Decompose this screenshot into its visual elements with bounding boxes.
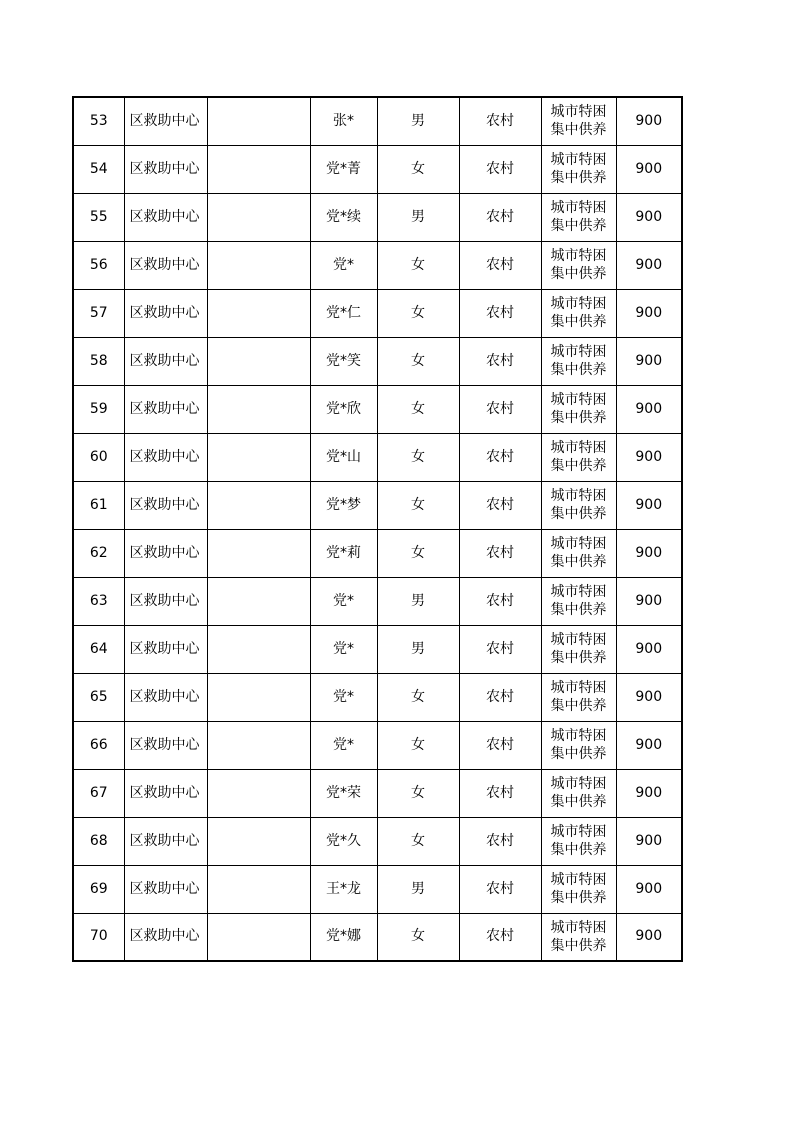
agency-cell: 区救助中心	[124, 673, 207, 721]
gender-cell: 女	[377, 817, 459, 865]
agency-cell: 区救助中心	[124, 625, 207, 673]
blank-cell	[207, 289, 310, 337]
recipient-name-cell: 党*久	[310, 817, 377, 865]
table-row	[73, 385, 682, 433]
support-category-line: 集中供养	[550, 410, 607, 426]
residence-type-cell: 农村	[459, 433, 541, 481]
agency-cell: 区救助中心	[124, 145, 207, 193]
gender-cell: 女	[377, 721, 459, 769]
blank-cell	[207, 481, 310, 529]
table-row	[73, 337, 682, 385]
support-category-line: 集中供养	[550, 218, 607, 234]
recipient-name-cell: 党*山	[310, 433, 377, 481]
amount-cell: 900	[616, 289, 682, 337]
support-category-line: 城市特困	[550, 776, 607, 792]
table-row	[73, 625, 682, 673]
agency-cell: 区救助中心	[124, 97, 207, 145]
support-category-line: 城市特困	[550, 296, 607, 312]
support-category-cell	[541, 865, 616, 913]
table-row	[73, 529, 682, 577]
gender-cell: 女	[377, 145, 459, 193]
residence-type-cell: 农村	[459, 337, 541, 385]
support-category-line: 城市特困	[550, 344, 607, 360]
amount-cell: 900	[616, 721, 682, 769]
support-category-line: 集中供养	[550, 842, 607, 858]
serial-number-cell: 57	[73, 289, 124, 337]
gender-cell: 女	[377, 385, 459, 433]
support-category-cell	[541, 385, 616, 433]
serial-number-cell: 66	[73, 721, 124, 769]
blank-cell	[207, 433, 310, 481]
residence-type-cell: 农村	[459, 625, 541, 673]
blank-cell	[207, 145, 310, 193]
amount-cell: 900	[616, 769, 682, 817]
support-category-cell	[541, 529, 616, 577]
support-category-cell	[541, 721, 616, 769]
relief-roster-table	[72, 96, 683, 962]
serial-number-cell: 62	[73, 529, 124, 577]
blank-cell	[207, 769, 310, 817]
agency-cell: 区救助中心	[124, 193, 207, 241]
table-row	[73, 97, 682, 145]
amount-cell: 900	[616, 529, 682, 577]
recipient-name-cell: 党*	[310, 721, 377, 769]
serial-number-cell: 67	[73, 769, 124, 817]
table-row	[73, 433, 682, 481]
support-category-line: 城市特困	[550, 248, 607, 264]
table-row	[73, 481, 682, 529]
blank-cell	[207, 577, 310, 625]
agency-cell: 区救助中心	[124, 529, 207, 577]
residence-type-cell: 农村	[459, 241, 541, 289]
support-category-line: 集中供养	[550, 266, 607, 282]
agency-cell: 区救助中心	[124, 433, 207, 481]
table-row	[73, 769, 682, 817]
gender-cell: 女	[377, 433, 459, 481]
support-category-cell	[541, 577, 616, 625]
amount-cell: 900	[616, 625, 682, 673]
amount-cell: 900	[616, 97, 682, 145]
blank-cell	[207, 721, 310, 769]
table-row	[73, 577, 682, 625]
gender-cell: 女	[377, 289, 459, 337]
gender-cell: 男	[377, 625, 459, 673]
agency-cell: 区救助中心	[124, 769, 207, 817]
support-category-cell	[541, 817, 616, 865]
recipient-name-cell: 党*荣	[310, 769, 377, 817]
support-category-line: 集中供养	[550, 362, 607, 378]
support-category-cell	[541, 769, 616, 817]
recipient-name-cell: 党*欣	[310, 385, 377, 433]
table-row	[73, 145, 682, 193]
recipient-name-cell: 党*	[310, 577, 377, 625]
serial-number-cell: 65	[73, 673, 124, 721]
agency-cell: 区救助中心	[124, 913, 207, 961]
support-category-line: 城市特困	[550, 488, 607, 504]
residence-type-cell: 农村	[459, 97, 541, 145]
support-category-line: 集中供养	[550, 602, 607, 618]
residence-type-cell: 农村	[459, 145, 541, 193]
blank-cell	[207, 865, 310, 913]
table-row	[73, 865, 682, 913]
residence-type-cell: 农村	[459, 817, 541, 865]
amount-cell: 900	[616, 913, 682, 961]
table-row	[73, 817, 682, 865]
agency-cell: 区救助中心	[124, 577, 207, 625]
serial-number-cell: 56	[73, 241, 124, 289]
table-row	[73, 193, 682, 241]
residence-type-cell: 农村	[459, 289, 541, 337]
amount-cell: 900	[616, 193, 682, 241]
residence-type-cell: 农村	[459, 865, 541, 913]
residence-type-cell: 农村	[459, 673, 541, 721]
residence-type-cell: 农村	[459, 577, 541, 625]
support-category-line: 集中供养	[550, 122, 607, 139]
table-row	[73, 673, 682, 721]
support-category-cell	[541, 337, 616, 385]
amount-cell: 900	[616, 865, 682, 913]
recipient-name-cell: 党*莉	[310, 529, 377, 577]
support-category-line: 城市特困	[550, 728, 607, 744]
gender-cell: 男	[377, 577, 459, 625]
support-category-line: 城市特困	[550, 536, 607, 552]
gender-cell: 女	[377, 769, 459, 817]
support-category-line: 城市特困	[550, 632, 607, 648]
gender-cell: 女	[377, 481, 459, 529]
support-category-line: 城市特困	[550, 680, 607, 696]
support-category-line: 集中供养	[550, 314, 607, 330]
support-category-line: 集中供养	[550, 746, 607, 762]
support-category-cell	[541, 193, 616, 241]
residence-type-cell: 农村	[459, 529, 541, 577]
residence-type-cell: 农村	[459, 913, 541, 961]
serial-number-cell: 69	[73, 865, 124, 913]
serial-number-cell: 60	[73, 433, 124, 481]
serial-number-cell: 58	[73, 337, 124, 385]
gender-cell: 女	[377, 529, 459, 577]
recipient-name-cell: 党*	[310, 241, 377, 289]
support-category-line: 城市特困	[550, 824, 607, 840]
support-category-line: 集中供养	[550, 170, 607, 186]
blank-cell	[207, 337, 310, 385]
support-category-line: 城市特困	[550, 919, 607, 936]
serial-number-cell: 59	[73, 385, 124, 433]
amount-cell: 900	[616, 337, 682, 385]
support-category-cell	[541, 97, 616, 145]
recipient-name-cell: 党*续	[310, 193, 377, 241]
support-category-cell	[541, 145, 616, 193]
table-row	[73, 289, 682, 337]
blank-cell	[207, 193, 310, 241]
table-row	[73, 241, 682, 289]
residence-type-cell: 农村	[459, 769, 541, 817]
agency-cell: 区救助中心	[124, 721, 207, 769]
support-category-cell	[541, 625, 616, 673]
support-category-cell	[541, 481, 616, 529]
table-row	[73, 721, 682, 769]
residence-type-cell: 农村	[459, 385, 541, 433]
support-category-line: 集中供养	[550, 554, 607, 570]
support-category-cell	[541, 241, 616, 289]
agency-cell: 区救助中心	[124, 337, 207, 385]
blank-cell	[207, 241, 310, 289]
support-category-line: 城市特困	[550, 200, 607, 216]
amount-cell: 900	[616, 433, 682, 481]
recipient-name-cell: 党*菁	[310, 145, 377, 193]
support-category-line: 城市特困	[550, 872, 607, 888]
gender-cell: 女	[377, 241, 459, 289]
residence-type-cell: 农村	[459, 481, 541, 529]
recipient-name-cell: 党*	[310, 625, 377, 673]
agency-cell: 区救助中心	[124, 289, 207, 337]
serial-number-cell: 70	[73, 913, 124, 961]
agency-cell: 区救助中心	[124, 481, 207, 529]
support-category-line: 城市特困	[550, 104, 607, 121]
support-category-cell	[541, 913, 616, 961]
recipient-name-cell: 党*梦	[310, 481, 377, 529]
blank-cell	[207, 913, 310, 961]
serial-number-cell: 54	[73, 145, 124, 193]
amount-cell: 900	[616, 481, 682, 529]
blank-cell	[207, 385, 310, 433]
agency-cell: 区救助中心	[124, 817, 207, 865]
support-category-line: 集中供养	[550, 698, 607, 714]
support-category-line: 集中供养	[550, 650, 607, 666]
gender-cell: 男	[377, 193, 459, 241]
amount-cell: 900	[616, 673, 682, 721]
recipient-name-cell: 党*娜	[310, 913, 377, 961]
agency-cell: 区救助中心	[124, 241, 207, 289]
recipient-name-cell: 王*龙	[310, 865, 377, 913]
serial-number-cell: 61	[73, 481, 124, 529]
blank-cell	[207, 529, 310, 577]
roster-body	[73, 97, 682, 961]
support-category-line: 集中供养	[550, 458, 607, 474]
recipient-name-cell: 党*笑	[310, 337, 377, 385]
support-category-line: 城市特困	[550, 584, 607, 600]
serial-number-cell: 63	[73, 577, 124, 625]
recipient-name-cell: 党*仁	[310, 289, 377, 337]
gender-cell: 男	[377, 97, 459, 145]
recipient-name-cell: 张*	[310, 97, 377, 145]
blank-cell	[207, 625, 310, 673]
serial-number-cell: 53	[73, 97, 124, 145]
residence-type-cell: 农村	[459, 193, 541, 241]
amount-cell: 900	[616, 577, 682, 625]
support-category-line: 集中供养	[550, 937, 607, 954]
support-category-line: 集中供养	[550, 794, 607, 810]
support-category-line: 城市特困	[550, 152, 607, 168]
amount-cell: 900	[616, 241, 682, 289]
support-category-line: 集中供养	[550, 506, 607, 522]
serial-number-cell: 64	[73, 625, 124, 673]
support-category-cell	[541, 673, 616, 721]
support-category-line: 城市特困	[550, 392, 607, 408]
amount-cell: 900	[616, 385, 682, 433]
support-category-cell	[541, 433, 616, 481]
gender-cell: 女	[377, 913, 459, 961]
gender-cell: 女	[377, 673, 459, 721]
serial-number-cell: 55	[73, 193, 124, 241]
table-row	[73, 913, 682, 961]
blank-cell	[207, 97, 310, 145]
support-category-cell	[541, 289, 616, 337]
agency-cell: 区救助中心	[124, 865, 207, 913]
gender-cell: 女	[377, 337, 459, 385]
gender-cell: 男	[377, 865, 459, 913]
support-category-line: 集中供养	[550, 890, 607, 906]
residence-type-cell: 农村	[459, 721, 541, 769]
amount-cell: 900	[616, 145, 682, 193]
blank-cell	[207, 673, 310, 721]
serial-number-cell: 68	[73, 817, 124, 865]
support-category-line: 城市特困	[550, 440, 607, 456]
blank-cell	[207, 817, 310, 865]
amount-cell: 900	[616, 817, 682, 865]
agency-cell: 区救助中心	[124, 385, 207, 433]
recipient-name-cell: 党*	[310, 673, 377, 721]
